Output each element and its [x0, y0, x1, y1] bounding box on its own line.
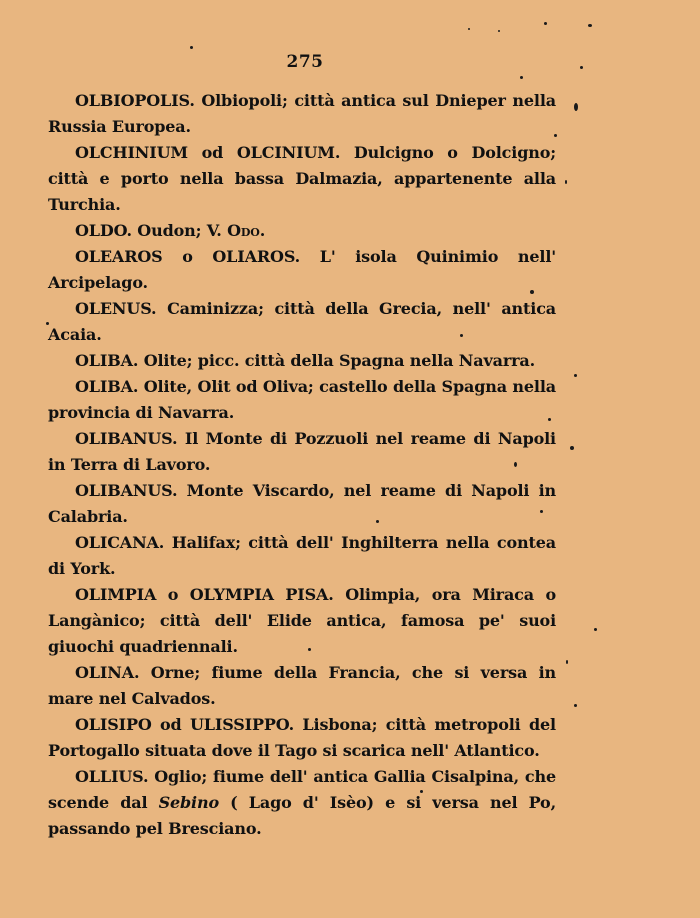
entry-oldo-text: OLDO. Oudon; V. [75, 221, 228, 240]
scan-speck [544, 22, 547, 25]
entry-ollius-tail: ( Lago d' Isèo) e si versa nel Po, passando pel Bresciano. [48, 793, 556, 838]
scan-speck [420, 790, 423, 793]
entry-olina: OLINA. Orne; fiume della Francia, che si versa in mare nel Calvados. [48, 663, 556, 708]
scan-speck [308, 648, 311, 651]
entry-ollius-italic: Sebino [158, 793, 219, 812]
scan-speck [574, 103, 578, 111]
page-number: 275 [286, 52, 324, 72]
scan-speck [190, 46, 193, 49]
scan-speck [548, 418, 551, 421]
entry-olisipo: OLISIPO od ULISSIPPO. Lisbona; città metropoli del Portogallo situata dove il Tago si scarica nell' Atlantico. [48, 715, 556, 760]
scan-speck [574, 374, 577, 377]
entry-olchinium: OLCHINIUM od OLCINIUM. Dulcigno o Dolcigno; città e porto nella bassa Dalmazia, appartenente alla Turchia. [48, 143, 556, 214]
entry-oldo [48, 218, 556, 244]
entry-olibanus-1: OLIBANUS. Il Monte di Pozzuoli nel reame di Napoli in Terra di Lavoro. [48, 429, 556, 474]
scan-speck [498, 30, 500, 32]
scan-speck [580, 66, 583, 69]
dictionary-entries [48, 88, 556, 842]
entry-olenus: OLENUS. Caminizza; città della Grecia, nell' antica Acaia. [48, 299, 556, 344]
scan-speck [468, 28, 470, 30]
scan-speck [520, 76, 523, 79]
scan-speck [46, 322, 49, 325]
scan-speck [565, 180, 567, 184]
entry-ollius-text: OLLIUS. Oglio; fiume dell' antica Gallia Cisalpina, che scende dal [48, 767, 556, 812]
entry-oldo-tail: . [259, 221, 266, 240]
scan-speck [574, 704, 577, 707]
entry-oldo-reference: Odo [227, 221, 260, 240]
scan-speck [570, 446, 574, 450]
scan-speck [594, 628, 597, 631]
entry-olimpia: OLIMPIA o OLYMPIA PISA. Olimpia, ora Miraca o Langànico; città dell' Elide antica, famosa pe' suoi giuochi quadriennali. [48, 585, 556, 656]
scan-speck [554, 134, 557, 137]
entry-oliba-2: OLIBA. Olite, Olit od Oliva; castello della Spagna nella provincia di Navarra. [48, 377, 556, 422]
scan-speck [540, 510, 543, 513]
scan-speck [460, 334, 463, 337]
entry-ollius [48, 764, 556, 842]
scan-speck [376, 520, 379, 523]
entry-olicana: OLICANA. Halifax; città dell' Inghilterra nella contea di York. [48, 533, 556, 578]
scan-speck [566, 660, 568, 664]
entry-olibanus-2: OLIBANUS. Monte Viscardo, nel reame di Napoli in Calabria. [48, 481, 556, 526]
scan-speck [588, 24, 592, 27]
entry-olearos: OLEAROS o OLIAROS. L' isola Quinimio nell' Arcipelago. [48, 247, 556, 292]
scan-speck [530, 290, 534, 294]
entry-olbiopolis: OLBIOPOLIS. Olbiopoli; città antica sul Dnieper nella Russia Europea. [48, 91, 556, 136]
scan-speck [514, 462, 517, 467]
entry-oliba-1: OLIBA. Olite; picc. città della Spagna nella Navarra. [75, 351, 536, 370]
